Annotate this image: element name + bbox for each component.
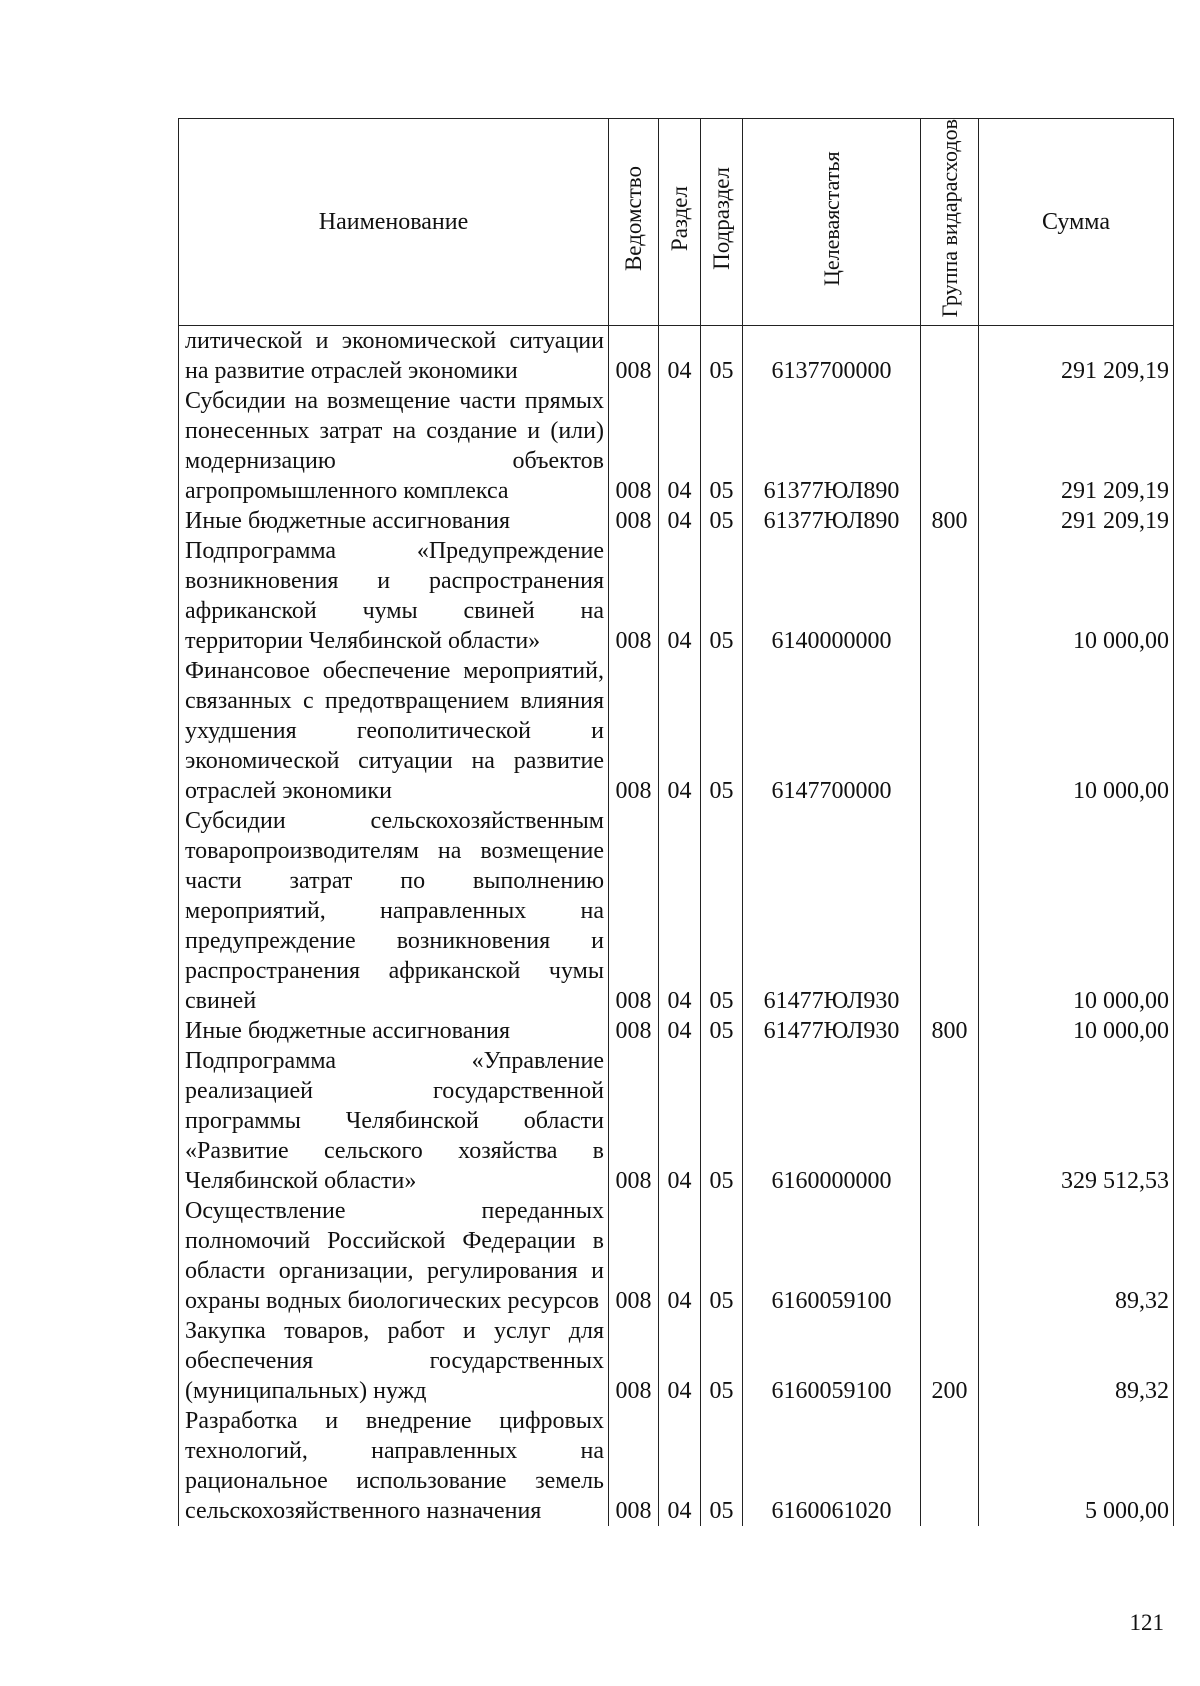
cell-gruppa-vida-rashodov bbox=[921, 1046, 979, 1196]
budget-table bbox=[178, 118, 1174, 1526]
cell-podrazdel: 05 bbox=[701, 656, 743, 806]
cell-gruppa-vida-rashodov bbox=[921, 806, 979, 1016]
cell-podrazdel: 05 bbox=[701, 326, 743, 387]
cell-gruppa-vida-rashodov bbox=[921, 386, 979, 506]
header-celevaya-statya bbox=[743, 119, 921, 326]
cell-name: Иные бюджетные ассигнования bbox=[179, 506, 609, 536]
cell-name: Подпрограмма «Управление реализацией государственной программы Челябинской области «Развитие сельского хозяйства в Челябинской области» bbox=[179, 1046, 609, 1196]
table-row bbox=[179, 536, 1174, 656]
cell-summa: 291 209,19 bbox=[979, 326, 1174, 387]
cell-podrazdel: 05 bbox=[701, 1016, 743, 1046]
cell-celevaya-statya: 6160059100 bbox=[743, 1316, 921, 1406]
header-name bbox=[179, 119, 609, 326]
cell-podrazdel: 05 bbox=[701, 536, 743, 656]
cell-celevaya-statya: 6147700000 bbox=[743, 656, 921, 806]
cell-celevaya-statya: 61477ЮЛ930 bbox=[743, 806, 921, 1016]
table-body bbox=[179, 326, 1174, 1527]
cell-celevaya-statya: 6137700000 bbox=[743, 326, 921, 387]
cell-vedomstvo: 008 bbox=[609, 1016, 659, 1046]
cell-vedomstvo: 008 bbox=[609, 1316, 659, 1406]
cell-razdel: 04 bbox=[659, 1196, 701, 1316]
cell-razdel: 04 bbox=[659, 656, 701, 806]
cell-vedomstvo: 008 bbox=[609, 506, 659, 536]
page-number: 121 bbox=[1129, 1610, 1164, 1635]
cell-gruppa-vida-rashodov: 800 bbox=[921, 1016, 979, 1046]
cell-celevaya-statya: 61377ЮЛ890 bbox=[743, 506, 921, 536]
cell-razdel: 04 bbox=[659, 326, 701, 387]
table-header bbox=[179, 119, 1174, 326]
cell-name: Разработка и внедрение цифровых технологий, направленных на рациональное использование земель сельскохозяйственного назначения bbox=[179, 1406, 609, 1526]
cell-summa: 10 000,00 bbox=[979, 536, 1174, 656]
cell-gruppa-vida-rashodov: 800 bbox=[921, 506, 979, 536]
header-razdel bbox=[659, 119, 701, 326]
header-gruppa-label bbox=[937, 119, 962, 317]
cell-razdel: 04 bbox=[659, 806, 701, 1016]
cell-celevaya-statya: 6160059100 bbox=[743, 1196, 921, 1316]
cell-celevaya-statya: 61377ЮЛ890 bbox=[743, 386, 921, 506]
cell-summa: 89,32 bbox=[979, 1196, 1174, 1316]
header-gruppa-line1: Группа вида bbox=[937, 202, 962, 318]
header-summa-label: Сумма bbox=[1042, 209, 1110, 236]
cell-name: литической и экономической ситуации на развитие отраслей экономики bbox=[179, 326, 609, 387]
header-celevaya-line1: Целевая bbox=[818, 209, 844, 286]
cell-celevaya-statya: 6160061020 bbox=[743, 1406, 921, 1526]
cell-podrazdel: 05 bbox=[701, 1316, 743, 1406]
table-row bbox=[179, 656, 1174, 806]
cell-summa: 10 000,00 bbox=[979, 1016, 1174, 1046]
cell-celevaya-statya: 6140000000 bbox=[743, 536, 921, 656]
header-name-label: Наименование bbox=[318, 209, 469, 236]
cell-gruppa-vida-rashodov bbox=[921, 656, 979, 806]
table-row bbox=[179, 1406, 1174, 1526]
cell-razdel: 04 bbox=[659, 1316, 701, 1406]
table-row bbox=[179, 1196, 1174, 1316]
cell-summa: 291 209,19 bbox=[979, 506, 1174, 536]
cell-name: Закупка товаров, работ и услуг для обеспечения государственных (муниципальных) нужд bbox=[179, 1316, 609, 1406]
cell-vedomstvo: 008 bbox=[609, 386, 659, 506]
table-row bbox=[179, 806, 1174, 1016]
cell-name: Субсидии на возмещение части прямых понесенных затрат на создание и (или) модернизацию объектов агропромышленного комплекса bbox=[179, 386, 609, 506]
cell-razdel: 04 bbox=[659, 1016, 701, 1046]
header-celevaya-line2: статья bbox=[818, 150, 844, 210]
table-row bbox=[179, 386, 1174, 506]
table-row bbox=[179, 326, 1174, 387]
header-gruppa-line2: расходов bbox=[937, 119, 962, 203]
cell-vedomstvo: 008 bbox=[609, 326, 659, 387]
header-celevaya-label bbox=[818, 151, 846, 286]
header-summa bbox=[979, 119, 1174, 326]
cell-razdel: 04 bbox=[659, 536, 701, 656]
header-gruppa-vida-rashodov bbox=[921, 119, 979, 326]
cell-gruppa-vida-rashodov bbox=[921, 1406, 979, 1526]
cell-gruppa-vida-rashodov bbox=[921, 326, 979, 387]
table-row bbox=[179, 506, 1174, 536]
cell-summa: 291 209,19 bbox=[979, 386, 1174, 506]
cell-podrazdel: 05 bbox=[701, 1406, 743, 1526]
table-row bbox=[179, 1016, 1174, 1046]
cell-razdel: 04 bbox=[659, 1406, 701, 1526]
cell-name: Иные бюджетные ассигнования bbox=[179, 1016, 609, 1046]
cell-vedomstvo: 008 bbox=[609, 806, 659, 1016]
cell-celevaya-statya: 61477ЮЛ930 bbox=[743, 1016, 921, 1046]
cell-podrazdel: 05 bbox=[701, 1046, 743, 1196]
header-vedomstvo-label: Ведомство bbox=[620, 165, 646, 271]
cell-podrazdel: 05 bbox=[701, 806, 743, 1016]
cell-razdel: 04 bbox=[659, 506, 701, 536]
cell-razdel: 04 bbox=[659, 1046, 701, 1196]
cell-razdel: 04 bbox=[659, 386, 701, 506]
cell-name: Субсидии сельскохозяйственным товаропроизводителям на возмещение части затрат по выполнению мероприятий, направленных на предупреждение возникновения и распространения африканской чумы свиней bbox=[179, 806, 609, 1016]
header-razdel-label: Раздел bbox=[666, 185, 692, 251]
cell-gruppa-vida-rashodov bbox=[921, 536, 979, 656]
cell-gruppa-vida-rashodov bbox=[921, 1196, 979, 1316]
cell-summa: 10 000,00 bbox=[979, 806, 1174, 1016]
cell-name: Подпрограмма «Предупреждение возникновения и распространения африканской чумы свиней на территории Челябинской области» bbox=[179, 536, 609, 656]
cell-name: Финансовое обеспечение мероприятий, связанных с предотвращением влияния ухудшения геополитической и экономической ситуации на развитие отраслей экономики bbox=[179, 656, 609, 806]
table-row bbox=[179, 1046, 1174, 1196]
cell-podrazdel: 05 bbox=[701, 1196, 743, 1316]
cell-gruppa-vida-rashodov: 200 bbox=[921, 1316, 979, 1406]
header-vedomstvo bbox=[609, 119, 659, 326]
cell-vedomstvo: 008 bbox=[609, 656, 659, 806]
cell-summa: 89,32 bbox=[979, 1316, 1174, 1406]
header-podrazdel-label: Подраздел bbox=[708, 166, 734, 270]
cell-summa: 10 000,00 bbox=[979, 656, 1174, 806]
header-podrazdel bbox=[701, 119, 743, 326]
table-row bbox=[179, 1316, 1174, 1406]
cell-vedomstvo: 008 bbox=[609, 1046, 659, 1196]
cell-name: Осуществление переданных полномочий Российской Федерации в области организации, регулирования и охраны водных биологических ресурсов bbox=[179, 1196, 609, 1316]
cell-summa: 5 000,00 bbox=[979, 1406, 1174, 1526]
cell-podrazdel: 05 bbox=[701, 386, 743, 506]
cell-vedomstvo: 008 bbox=[609, 1196, 659, 1316]
cell-celevaya-statya: 6160000000 bbox=[743, 1046, 921, 1196]
cell-summa: 329 512,53 bbox=[979, 1046, 1174, 1196]
cell-podrazdel: 05 bbox=[701, 506, 743, 536]
cell-vedomstvo: 008 bbox=[609, 536, 659, 656]
cell-vedomstvo: 008 bbox=[609, 1406, 659, 1526]
